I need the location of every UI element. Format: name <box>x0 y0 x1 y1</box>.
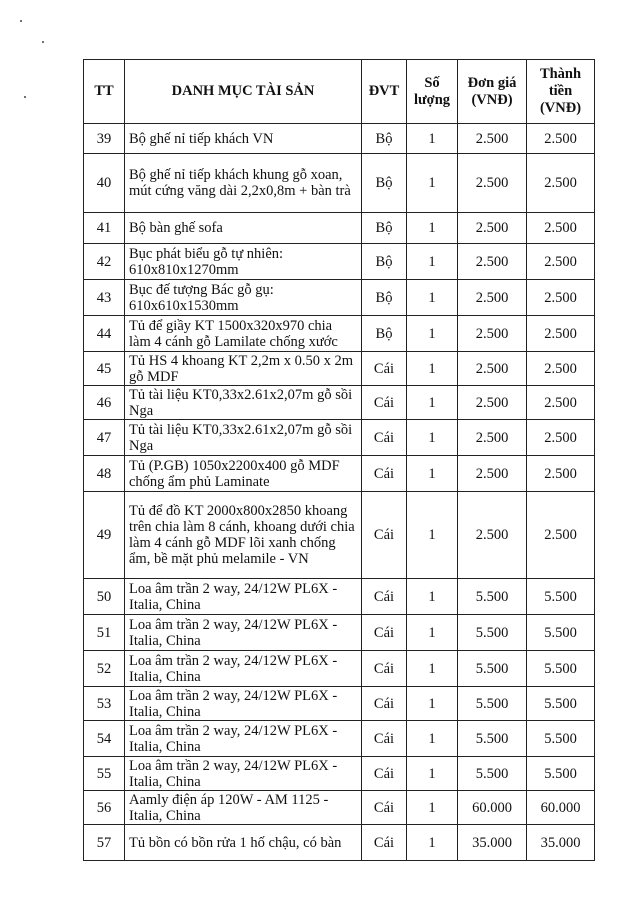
cell-asset-name: Loa âm trần 2 way, 24/12W PL6X - Italia, China <box>125 687 362 721</box>
cell-unit: Bộ <box>362 316 407 352</box>
cell-unit-price: 5.500 <box>458 757 527 791</box>
cell-total: 2.500 <box>527 124 595 154</box>
cell-asset-name: Loa âm trần 2 way, 24/12W PL6X - Italia, China <box>125 579 362 615</box>
cell-quantity: 1 <box>407 492 458 579</box>
cell-quantity: 1 <box>407 615 458 651</box>
cell-unit-price: 2.500 <box>458 420 527 456</box>
cell-unit-price: 2.500 <box>458 492 527 579</box>
cell-asset-name: Loa âm trần 2 way, 24/12W PL6X - Italia, China <box>125 651 362 687</box>
table-row <box>84 213 595 244</box>
cell-total: 5.500 <box>527 687 595 721</box>
cell-total: 5.500 <box>527 721 595 757</box>
table-row <box>84 791 595 825</box>
cell-unit: Cái <box>362 492 407 579</box>
table-row <box>84 721 595 757</box>
cell-total: 2.500 <box>527 244 595 280</box>
table-row <box>84 386 595 420</box>
cell-asset-name: Tủ HS 4 khoang KT 2,2m x 0.50 x 2m gỗ MDF <box>125 352 362 386</box>
cell-tt: 45 <box>84 352 125 386</box>
cell-total: 35.000 <box>527 825 595 861</box>
header-asset-name: DANH MỤC TÀI SẢN <box>125 60 362 124</box>
cell-unit: Bộ <box>362 280 407 316</box>
cell-total: 5.500 <box>527 615 595 651</box>
cell-quantity: 1 <box>407 386 458 420</box>
header-quantity: Số lượng <box>407 60 458 124</box>
table-row <box>84 420 595 456</box>
cell-total: 2.500 <box>527 386 595 420</box>
cell-asset-name: Bộ ghế nỉ tiếp khách khung gỗ xoan, mút cứng văng dài 2,2x0,8m + bàn trà <box>125 154 362 213</box>
cell-total: 2.500 <box>527 352 595 386</box>
cell-unit: Bộ <box>362 213 407 244</box>
cell-unit: Cái <box>362 579 407 615</box>
cell-unit: Cái <box>362 721 407 757</box>
table-row <box>84 651 595 687</box>
scan-speck <box>24 96 26 98</box>
cell-asset-name: Bộ bàn ghế sofa <box>125 213 362 244</box>
table-row <box>84 615 595 651</box>
cell-unit-price: 2.500 <box>458 316 527 352</box>
cell-quantity: 1 <box>407 456 458 492</box>
cell-asset-name: Tủ bồn có bồn rửa 1 hố chậu, có bàn <box>125 825 362 861</box>
cell-quantity: 1 <box>407 721 458 757</box>
cell-tt: 42 <box>84 244 125 280</box>
cell-total: 2.500 <box>527 154 595 213</box>
cell-unit-price: 2.500 <box>458 352 527 386</box>
cell-total: 2.500 <box>527 213 595 244</box>
cell-unit-price: 5.500 <box>458 687 527 721</box>
cell-total: 5.500 <box>527 757 595 791</box>
table-row <box>84 757 595 791</box>
cell-quantity: 1 <box>407 280 458 316</box>
cell-unit: Cái <box>362 757 407 791</box>
table-row <box>84 244 595 280</box>
cell-total: 60.000 <box>527 791 595 825</box>
cell-tt: 40 <box>84 154 125 213</box>
header-tt: TT <box>84 60 125 124</box>
table-row <box>84 124 595 154</box>
cell-asset-name: Bục đế tượng Bác gỗ gụ: 610x610x1530mm <box>125 280 362 316</box>
cell-unit: Cái <box>362 615 407 651</box>
cell-tt: 52 <box>84 651 125 687</box>
table-row <box>84 579 595 615</box>
cell-unit: Cái <box>362 825 407 861</box>
cell-unit-price: 2.500 <box>458 244 527 280</box>
cell-unit: Bộ <box>362 244 407 280</box>
cell-unit-price: 5.500 <box>458 615 527 651</box>
cell-asset-name: Tủ tài liệu KT0,33x2.61x2,07m gỗ sồi Nga <box>125 420 362 456</box>
cell-quantity: 1 <box>407 420 458 456</box>
cell-tt: 39 <box>84 124 125 154</box>
cell-asset-name: Tủ tài liệu KT0,33x2.61x2,07m gỗ sồi Nga <box>125 386 362 420</box>
cell-quantity: 1 <box>407 651 458 687</box>
header-total: Thành tiền (VNĐ) <box>527 60 595 124</box>
cell-asset-name: Tủ để giầy KT 1500x320x970 chia làm 4 cánh gỗ Lamilate chống xước <box>125 316 362 352</box>
cell-unit-price: 2.500 <box>458 456 527 492</box>
header-unit: ĐVT <box>362 60 407 124</box>
cell-unit-price: 5.500 <box>458 721 527 757</box>
cell-tt: 57 <box>84 825 125 861</box>
cell-asset-name: Bộ ghế nỉ tiếp khách VN <box>125 124 362 154</box>
table-header-row <box>84 60 595 124</box>
cell-unit: Cái <box>362 791 407 825</box>
cell-tt: 55 <box>84 757 125 791</box>
cell-tt: 54 <box>84 721 125 757</box>
cell-unit: Cái <box>362 386 407 420</box>
cell-unit-price: 60.000 <box>458 791 527 825</box>
cell-asset-name: Loa âm trần 2 way, 24/12W PL6X - Italia, China <box>125 615 362 651</box>
table-row <box>84 154 595 213</box>
cell-tt: 56 <box>84 791 125 825</box>
cell-asset-name: Tủ để đồ KT 2000x800x2850 khoang trên chia làm 8 cánh, khoang dưới chia làm 4 cánh gỗ MDF lõi xanh chống ẩm, bề mặt phủ melamile - VN <box>125 492 362 579</box>
cell-tt: 41 <box>84 213 125 244</box>
cell-unit-price: 2.500 <box>458 213 527 244</box>
cell-total: 2.500 <box>527 316 595 352</box>
cell-asset-name: Bục phát biểu gỗ tự nhiên: 610x810x1270mm <box>125 244 362 280</box>
cell-quantity: 1 <box>407 687 458 721</box>
cell-unit: Cái <box>362 420 407 456</box>
cell-tt: 47 <box>84 420 125 456</box>
cell-unit-price: 35.000 <box>458 825 527 861</box>
cell-quantity: 1 <box>407 757 458 791</box>
cell-quantity: 1 <box>407 825 458 861</box>
cell-quantity: 1 <box>407 213 458 244</box>
cell-unit-price: 2.500 <box>458 386 527 420</box>
cell-quantity: 1 <box>407 579 458 615</box>
cell-asset-name: Loa âm trần 2 way, 24/12W PL6X - Italia, China <box>125 721 362 757</box>
cell-unit-price: 2.500 <box>458 280 527 316</box>
cell-quantity: 1 <box>407 791 458 825</box>
cell-quantity: 1 <box>407 154 458 213</box>
cell-tt: 46 <box>84 386 125 420</box>
cell-unit: Bộ <box>362 124 407 154</box>
table-row <box>84 825 595 861</box>
cell-unit-price: 2.500 <box>458 124 527 154</box>
cell-quantity: 1 <box>407 316 458 352</box>
header-unit-price: Đơn giá (VNĐ) <box>458 60 527 124</box>
cell-unit: Cái <box>362 456 407 492</box>
cell-total: 2.500 <box>527 280 595 316</box>
cell-tt: 53 <box>84 687 125 721</box>
cell-tt: 49 <box>84 492 125 579</box>
cell-total: 2.500 <box>527 492 595 579</box>
asset-table <box>83 59 595 861</box>
table-row <box>84 687 595 721</box>
table-row <box>84 316 595 352</box>
table-row <box>84 280 595 316</box>
cell-tt: 48 <box>84 456 125 492</box>
cell-total: 2.500 <box>527 420 595 456</box>
cell-total: 5.500 <box>527 579 595 615</box>
table-row <box>84 492 595 579</box>
cell-unit: Cái <box>362 352 407 386</box>
table-row <box>84 352 595 386</box>
cell-tt: 51 <box>84 615 125 651</box>
cell-total: 2.500 <box>527 456 595 492</box>
cell-total: 5.500 <box>527 651 595 687</box>
cell-quantity: 1 <box>407 244 458 280</box>
cell-tt: 43 <box>84 280 125 316</box>
cell-tt: 50 <box>84 579 125 615</box>
cell-unit-price: 5.500 <box>458 579 527 615</box>
cell-unit-price: 5.500 <box>458 651 527 687</box>
cell-unit: Cái <box>362 651 407 687</box>
cell-unit: Bộ <box>362 154 407 213</box>
scan-speck <box>20 20 22 22</box>
cell-unit: Cái <box>362 687 407 721</box>
cell-quantity: 1 <box>407 124 458 154</box>
scan-speck <box>42 41 44 43</box>
cell-asset-name: Tủ (P.GB) 1050x2200x400 gỗ MDF chống ẩm phủ Laminate <box>125 456 362 492</box>
cell-quantity: 1 <box>407 352 458 386</box>
table-row <box>84 456 595 492</box>
cell-unit-price: 2.500 <box>458 154 527 213</box>
cell-tt: 44 <box>84 316 125 352</box>
cell-asset-name: Aamly điện áp 120W - AM 1125 - Italia, China <box>125 791 362 825</box>
cell-asset-name: Loa âm trần 2 way, 24/12W PL6X - Italia, China <box>125 757 362 791</box>
